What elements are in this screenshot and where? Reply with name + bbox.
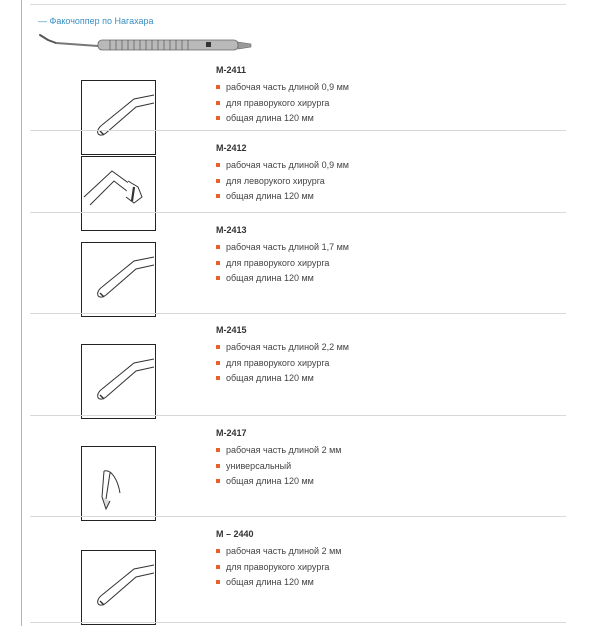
spec-item (216, 240, 349, 256)
spec-item (216, 371, 349, 387)
square-bullet-icon (216, 376, 220, 380)
spec-text: рабочая часть длиной 2 мм (226, 546, 342, 556)
spec-text: рабочая часть длиной 0,9 мм (226, 160, 349, 170)
square-bullet-icon (216, 101, 220, 105)
product-info (216, 324, 349, 387)
phaco-chopper-instrument-icon (38, 30, 254, 57)
spec-text: для праворукого хирурга (226, 97, 330, 108)
spec-text: для леворукого хирурга (226, 175, 325, 186)
spec-text: общая длина 120 мм (226, 113, 314, 123)
square-bullet-icon (216, 194, 220, 198)
product-row (30, 416, 566, 517)
spec-item (216, 174, 349, 190)
product-info (216, 142, 349, 205)
spec-item (216, 356, 349, 372)
spec-item (216, 158, 349, 174)
top-divider (30, 4, 566, 5)
left-border-line (21, 0, 22, 626)
spec-text: рабочая часть длиной 1,7 мм (226, 242, 349, 252)
spec-item (216, 80, 349, 96)
spec-item (216, 271, 349, 287)
chopper-tip-right-icon[interactable] (81, 550, 156, 625)
square-bullet-icon (216, 261, 220, 265)
square-bullet-icon (216, 479, 220, 483)
product-row (30, 517, 566, 623)
product-info (216, 64, 349, 127)
spec-item (216, 459, 341, 475)
spec-text: для праворукого хирурга (226, 561, 330, 572)
product-row (30, 55, 566, 131)
product-row (30, 131, 566, 213)
square-bullet-icon (216, 549, 220, 553)
spec-item (216, 189, 349, 205)
model-number: M-2412 (216, 143, 247, 153)
spec-item (216, 443, 341, 459)
spec-text: универсальный (226, 460, 292, 471)
product-info (216, 427, 341, 490)
spec-text: для праворукого хирурга (226, 357, 330, 368)
spec-text: общая длина 120 мм (226, 476, 314, 486)
spec-item (216, 544, 341, 560)
spec-item (216, 340, 349, 356)
square-bullet-icon (216, 345, 220, 349)
square-bullet-icon (216, 361, 220, 365)
spec-item (216, 96, 349, 112)
model-number: M-2417 (216, 428, 247, 438)
square-bullet-icon (216, 179, 220, 183)
product-info (216, 528, 341, 591)
chopper-tip-right-icon[interactable] (81, 344, 156, 419)
model-number: M – 2440 (216, 529, 254, 539)
spec-text: общая длина 120 мм (226, 191, 314, 201)
spec-text: общая длина 120 мм (226, 577, 314, 587)
model-number: M-2413 (216, 225, 247, 235)
square-bullet-icon (216, 245, 220, 249)
product-info (216, 224, 349, 287)
spec-item (216, 474, 341, 490)
chopper-tip-universal-icon[interactable] (81, 446, 156, 521)
spec-text: для праворукого хирурга (226, 257, 330, 268)
spec-text: рабочая часть длиной 2,2 мм (226, 342, 349, 352)
chopper-tip-right-icon[interactable] (81, 242, 156, 317)
product-row (30, 213, 566, 314)
product-row (30, 314, 566, 416)
spec-item (216, 575, 341, 591)
row-divider (30, 622, 566, 623)
spec-text: общая длина 120 мм (226, 273, 314, 283)
spec-text: рабочая часть длиной 0,9 мм (226, 82, 349, 92)
spec-item (216, 256, 349, 272)
square-bullet-icon (216, 85, 220, 89)
square-bullet-icon (216, 464, 220, 468)
square-bullet-icon (216, 580, 220, 584)
model-number: M-2411 (216, 65, 247, 75)
spec-item (216, 111, 349, 127)
spec-item (216, 560, 341, 576)
square-bullet-icon (216, 448, 220, 452)
square-bullet-icon (216, 565, 220, 569)
square-bullet-icon (216, 163, 220, 167)
square-bullet-icon (216, 276, 220, 280)
square-bullet-icon (216, 116, 220, 120)
section-title[interactable]: — Факочоппер по Нагахара (38, 16, 154, 26)
spec-text: рабочая часть длиной 2 мм (226, 445, 342, 455)
spec-text: общая длина 120 мм (226, 373, 314, 383)
model-number: M-2415 (216, 325, 247, 335)
